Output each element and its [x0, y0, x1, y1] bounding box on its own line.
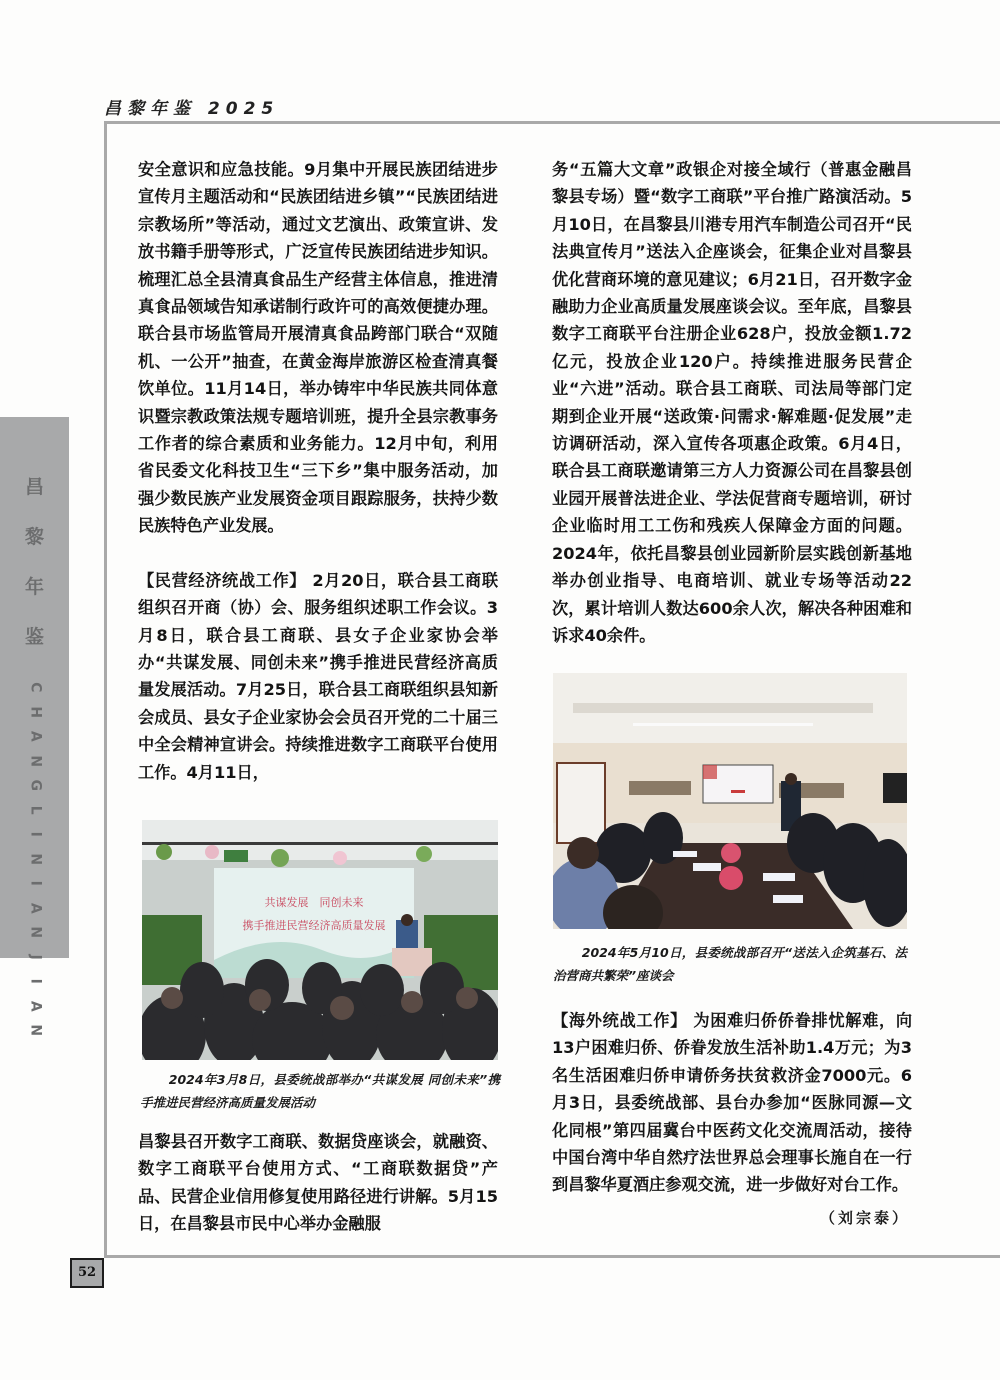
- side-tab-pinyin-letter: C: [27, 682, 44, 693]
- author-credit: （刘宗泰）: [819, 1209, 910, 1227]
- left-column-top: [138, 156, 498, 786]
- side-tab-pinyin-letter: H: [27, 705, 44, 718]
- frame-left-rule: [104, 121, 107, 1258]
- side-tab-pinyin-letter: N: [27, 926, 44, 939]
- photo-image: [142, 820, 498, 1060]
- paragraph: 安全意识和应急技能。9月集中开展民族团结进步宣传月主题活动和“民族团结进乡镇”“民族团结进宗教场所”等活动，通过文艺演出、政策宣讲、发放书籍手册等形式，广泛宣传民族团结进步知识。梳理汇总全县清真食品生产经营主体信息，推进清真食品领域告知承诺制行政许可的高效便捷办理。联合县市场监管局开展清真食品跨部门联合“双随机、一公开”抽查，在黄金海岸旅游区检查清真餐饮单位。11月14日，举办铸牢中华民族共同体意识暨宗教政策法规专题培训班，提升全县宗教事务工作者的综合素质和业务能力。12月中旬，利用省民委文化科技卫生“三下乡”集中服务活动，加强少数民族产业发展资金项目跟踪服务，扶持少数民族特色产业发展。: [138, 160, 498, 536]
- side-tab-pinyin-letter: N: [27, 754, 44, 767]
- svg-text:携手推进民营经济高质量发展: 携手推进民营经济高质量发展: [242, 919, 386, 932]
- photo-caption: 2024年5月10日，县委统战部召开“送法入企筑基石、法治营商共繁荣”座谈会: [553, 945, 907, 983]
- side-tab-pinyin-letter: A: [27, 902, 44, 914]
- side-tab-pinyin-letter: N: [27, 1024, 44, 1037]
- svg-text:共谋发展 同创未来: 共谋发展 同创未来: [264, 896, 364, 909]
- side-tab-pinyin-letter: N: [27, 852, 44, 865]
- section-heading: 【民营经济统战工作】: [138, 570, 307, 590]
- paragraph: 务“五篇大文章”政银企对接全域行（普惠金融昌黎县专场）暨“数字工商联”平台推广路演活动。5月10日，在昌黎县川港专用汽车制造公司召开“民法典宣传月”送法入企座谈会，征集企业对昌黎县优化营商环境的意见建议；6月21日，召开数字金融助力企业高质量发展座谈会议。至年底，昌黎县数字工商联平台注册企业628户，投放金额1.72亿元，投放企业120户。持续推进服务民营企业“六进”活动。联合县工商联、司法局等部门定期到企业开展“送政策·问需求·解难题·促发展”走访调研活动，深入宣传各项惠企政策。6月4日，联合县工商联邀请第三方人力资源公司在昌黎县创业园开展普法进企业、学法促营商专题培训，研讨企业临时用工工伤和残疾人保障金方面的问题。2024年，依托昌黎县创业园新阶层实践创新基地举办创业指导、电商培训、就业专场等活动22次，累计培训人数达600余人次，解决各种困难和诉求40余件。: [552, 160, 912, 645]
- right-column-bottom: [552, 1007, 912, 1199]
- side-tab-pinyin-letter: A: [27, 1000, 44, 1012]
- side-tab-pinyin-letter: G: [27, 779, 44, 791]
- right-column-top: [552, 156, 912, 649]
- frame-bottom-rule: [104, 1255, 1000, 1258]
- photo-image: [553, 673, 907, 929]
- paragraph: 昌黎县召开数字工商联、数据贷座谈会，就融资、数字工商联平台使用方式、“工商联数据贷”产品、民营企业信用修复使用路径进行讲解。5月15日，在昌黎县市民中心举办金融服: [138, 1132, 498, 1234]
- side-tab-pinyin: [22, 675, 48, 1043]
- side-tab: [0, 417, 69, 1037]
- side-tab-pinyin-letter: L: [27, 805, 44, 815]
- side-tab-char: 鉴: [24, 626, 44, 648]
- side-tab-pinyin-letter: I: [27, 978, 44, 984]
- page-number: 52: [70, 1258, 104, 1288]
- photo-private-economy-event: [142, 820, 498, 1060]
- side-tab-pinyin-letter: J: [27, 954, 44, 960]
- photo-law-symposium: [553, 673, 907, 929]
- side-tab-pinyin-letter: I: [27, 831, 44, 837]
- running-head: 昌黎年鉴 2025: [104, 99, 280, 119]
- side-tab-pinyin-letter: I: [27, 880, 44, 886]
- frame-top-rule: [104, 121, 1000, 124]
- section-heading: 【海外统战工作】: [552, 1011, 687, 1030]
- side-tab-char: 黎: [24, 526, 44, 548]
- side-tab-char: 昌: [24, 476, 44, 498]
- side-tab-pinyin-letter: A: [27, 730, 44, 742]
- photo-caption: 2024年3月8日，县委统战部举办“共谋发展 同创未来”携手推进民营经济高质量发展活动: [140, 1072, 500, 1110]
- paragraph: 【民营经济统战工作】 2月20日，联合县工商联组织召开商（协）会、服务组织述职工作会议。3月8日，联合县工商联、县女子企业家协会举办“共谋发展、同创未来”携手推进民营经济高质量发展活动。7月25日，联合县工商联组织县知新会成员、县女子企业家协会会员召开党的二十届三中全会精神宣讲会。持续推进数字工商联平台使用工作。4月11日，: [138, 570, 499, 782]
- side-tab-char: 年: [24, 576, 44, 598]
- left-column-bottom: [138, 1128, 498, 1238]
- paragraph: 【海外统战工作】 为困难归侨侨眷排忧解难，向13户困难归侨、侨眷发放生活补助1.4万元；为3名生活困难归侨申请侨务扶贫救济金7000元。6月3日，县委统战部、县台办参加“医脉同源—文化同根”第四届冀台中医药文化交流周活动，接待中国台湾中华自然疗法世界总会理事长施自在一行到昌黎华夏酒庄参观交流，进一步做好对台工作。: [552, 1011, 913, 1195]
